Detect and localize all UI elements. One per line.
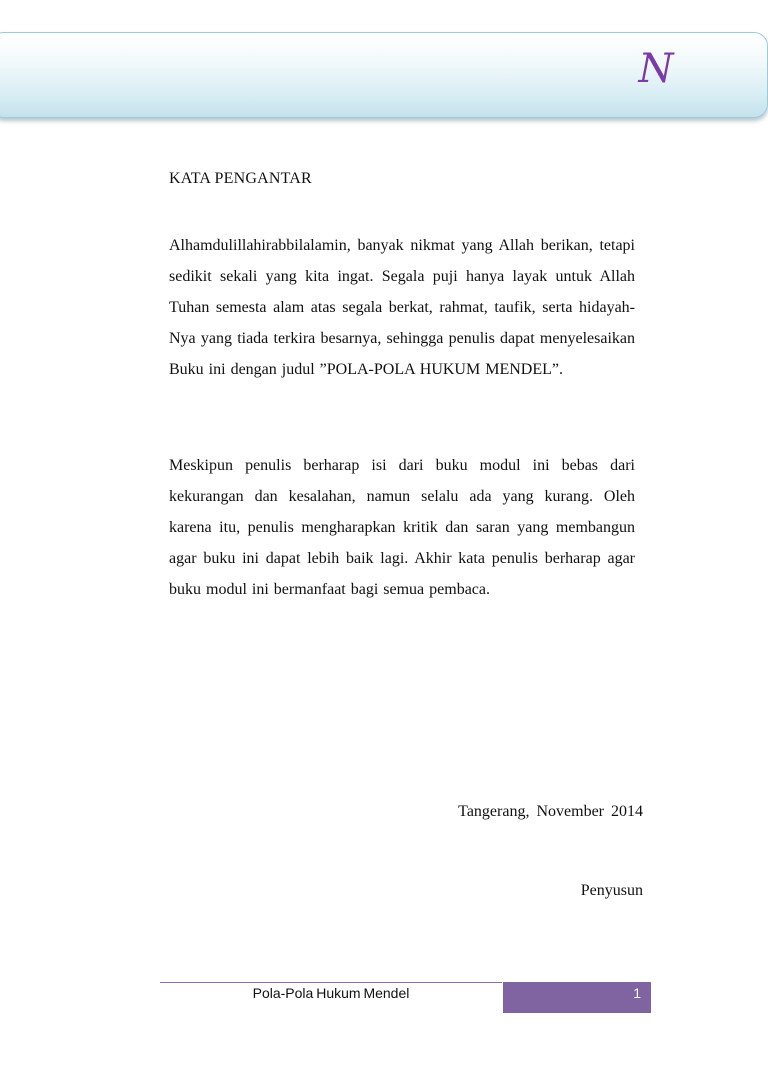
paragraph-closing: Meskipun penulis berharap isi dari buku modul ini bebas dari kekurangan dan kesalahan, namun selalu ada yang kurang. Oleh karena itu, penulis mengharapkan kritik dan saran yang membangun agar buku ini dapat lebih baik lagi. Akhir kata penulis berharap agar buku modul ini bermanfaat bagi semua pembaca.	[169, 457, 635, 598]
footer-page-box	[503, 982, 651, 1013]
place-date: Tangerang, November 2014	[458, 803, 643, 820]
paragraph-opening: Alhamdulillahirabbilalamin, banyak nikmat yang Allah berikan, tetapi sedikit sekali yang kita ingat. Segala puji hanya layak untuk Allah Tuhan semesta alam atas segala berkat, rahmat, taufik, serta hidayah-Nya yang tiada terkira besarnya, sehingga penulis dapat menyelesaikan Buku ini dengan judul ”POLA-POLA HUKUM MENDEL”.	[169, 237, 635, 378]
footer-title: Pola-Pola Hukum Mendel	[252, 985, 410, 1001]
page-title: KATA PENGANTAR	[169, 170, 312, 187]
signature-label: Penyusun	[580, 882, 643, 899]
footer-divider	[160, 982, 502, 983]
header-monogram: N	[638, 46, 674, 92]
page-number: 1	[633, 985, 641, 1001]
